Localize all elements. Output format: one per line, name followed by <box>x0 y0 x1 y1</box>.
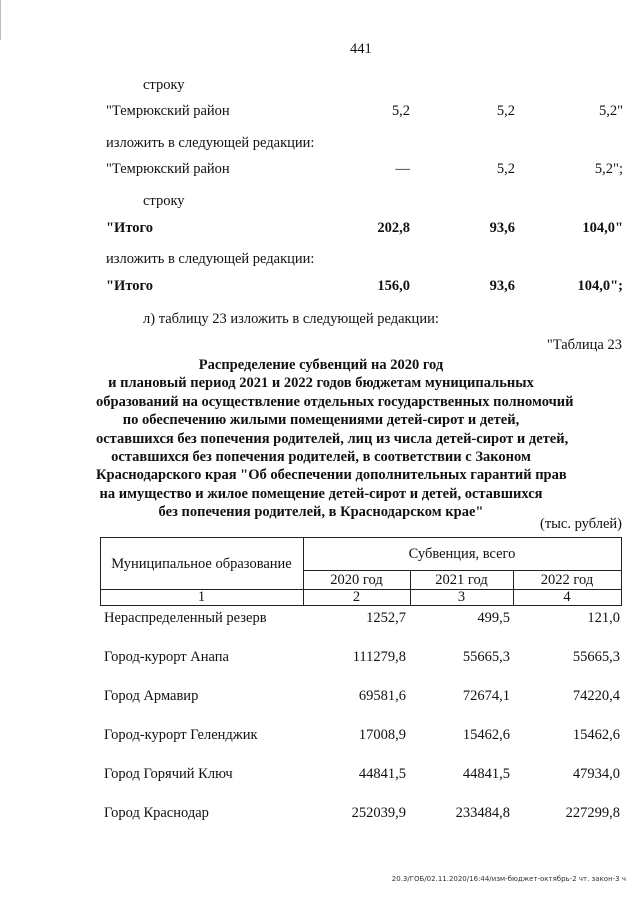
header-year-2020: 2020 год <box>330 572 383 588</box>
text-line: строку <box>143 193 185 209</box>
header-year-2021: 2021 год <box>435 572 488 588</box>
row-2021: 499,5 <box>477 610 510 626</box>
amend-row-2020: — <box>395 161 410 177</box>
row-2020: 1252,7 <box>366 610 406 626</box>
amend-row-2021: 5,2 <box>496 103 515 119</box>
title-line: и плановый период 2021 и 2022 годов бюджетам муниципальных <box>108 375 534 392</box>
header-year-2022: 2022 год <box>540 572 594 588</box>
instruction-text: л) таблицу 23 изложить в следующей редакции: <box>143 311 439 327</box>
row-municipality: Город-курорт Анапа <box>104 649 229 665</box>
row-2022: 55665,3 <box>572 649 620 665</box>
amend-row-2022: 5,2"; <box>594 161 623 177</box>
title-line: оставшихся без попечения родителей, лиц из числа детей-сирот и детей, <box>96 430 569 447</box>
row-2021: 233484,8 <box>455 805 510 821</box>
table-label: "Таблица 23 <box>546 337 622 353</box>
amend-row-2021: 5,2 <box>496 161 515 177</box>
title-line: на имущество и жилое помещение детей-сирот и детей, оставшихся <box>99 485 543 502</box>
title-line: образований на осуществление отдельных государственных полномочий <box>96 393 574 410</box>
amend-row-2020: 5,2 <box>391 103 410 119</box>
row-2020: 69581,6 <box>358 688 406 704</box>
row-municipality: Город Горячий Ключ <box>104 766 233 782</box>
row-2020: 111279,8 <box>352 649 406 665</box>
amend-row-2021: 93,6 <box>489 278 515 294</box>
amend-row-name: "Итого <box>106 220 153 236</box>
row-2022: 15462,6 <box>572 727 620 743</box>
row-2022: 47934,0 <box>572 766 620 782</box>
row-2022: 227299,8 <box>565 805 620 821</box>
amend-row-2021: 93,6 <box>489 220 515 236</box>
row-2021: 44841,5 <box>462 766 510 782</box>
row-municipality: Нераспределенный резерв <box>104 610 267 626</box>
title-line: Распределение субвенций на 2020 год <box>198 357 444 373</box>
document-footer: 20.3/ГОБ/02.11.2020/16:44/изм-бюджет-октябрь-2 чт. закон-3 ч <box>391 875 626 883</box>
amend-row-2022: 104,0"; <box>577 278 623 294</box>
title-line: по обеспечению жилыми помещениями детей-сирот и детей, <box>122 412 520 429</box>
row-2021: 72674,1 <box>462 688 510 704</box>
row-2022: 74220,4 <box>572 688 620 704</box>
amend-row-name: "Темрюкский район <box>106 103 230 119</box>
amend-row-2020: 156,0 <box>377 278 410 294</box>
title-line: Краснодарского края "Об обеспечении дополнительных гарантий прав <box>96 467 567 484</box>
amend-row-name: "Темрюкский район <box>106 161 230 177</box>
amend-row-2022: 5,2" <box>598 103 623 119</box>
amend-row-name: "Итого <box>106 278 153 294</box>
text-line: изложить в следующей редакции: <box>106 251 315 267</box>
table-title <box>96 356 574 522</box>
row-2020: 252039,9 <box>351 805 406 821</box>
col-number-1: 1 <box>197 589 206 605</box>
title-line: без попечения родителей, в Краснодарском крае" <box>158 504 484 521</box>
text-line: строку <box>143 77 185 93</box>
row-2020: 17008,9 <box>358 727 406 743</box>
title-line: оставшихся без попечения родителей, в соответствии с Законом <box>111 449 531 466</box>
col-number-2: 2 <box>352 589 361 605</box>
amend-row-2022: 104,0" <box>582 220 623 236</box>
page-number: 441 <box>350 41 372 57</box>
row-municipality: Город Краснодар <box>104 805 209 821</box>
page-edge-mark <box>0 0 1 40</box>
units-label: (тыс. рублей) <box>540 516 622 532</box>
row-municipality: Город-курорт Геленджик <box>104 727 258 743</box>
col-number-3: 3 <box>457 589 466 605</box>
col-number-4: 4 <box>563 589 571 605</box>
amend-row-2020: 202,8 <box>377 220 410 236</box>
row-municipality: Город Армавир <box>104 688 199 704</box>
text-line: изложить в следующей редакции: <box>106 135 315 151</box>
header-municipality: Муниципальное образование <box>111 556 292 572</box>
row-2021: 15462,6 <box>462 727 510 743</box>
row-2022: 121,0 <box>587 610 620 626</box>
row-2021: 55665,3 <box>462 649 510 665</box>
header-subvention-total: Субвенция, всего <box>408 546 516 562</box>
row-2020: 44841,5 <box>358 766 406 782</box>
